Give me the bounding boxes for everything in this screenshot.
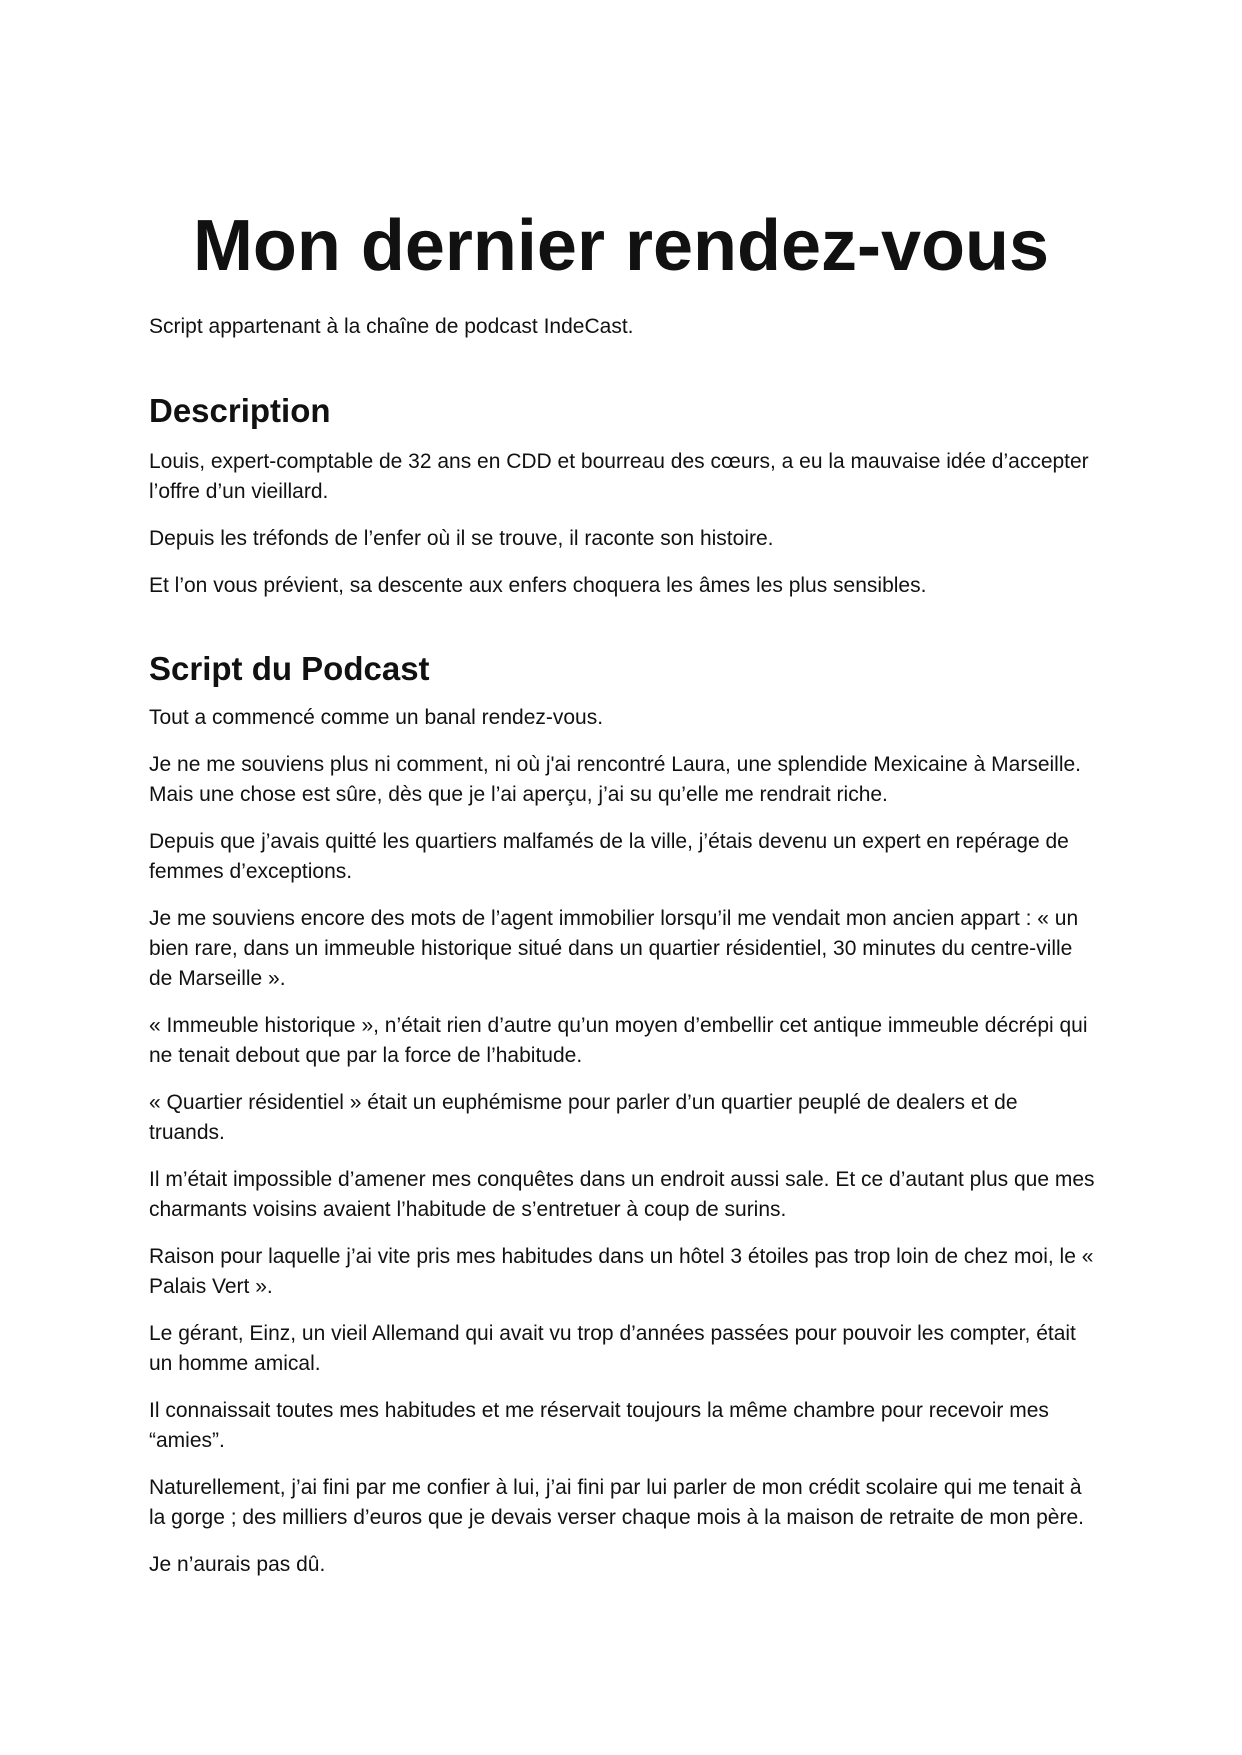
script-section <box>149 703 1099 1580</box>
script-paragraph: Naturellement, j’ai fini par me confier à lui, j’ai fini par lui parler de mon crédit scolaire qui me tenait à la gorge ; des milliers d’euros que je devais verser chaque mois à la maison de retraite de mon père. <box>149 1476 1084 1529</box>
description-section <box>149 447 1099 601</box>
document-body <box>149 312 1099 1597</box>
script-paragraph: Je ne me souviens plus ni comment, ni où j'ai rencontré Laura, une splendide Mexicaine à Marseille. Mais une chose est sûre, dès que je l’ai aperçu, j’ai su qu’elle me rendrait riche. <box>149 753 1082 806</box>
description-paragraph: Louis, expert-comptable de 32 ans en CDD et bourreau des cœurs, a eu la mauvaise idée d’accepter l’offre d’un vieillard. <box>149 450 1089 503</box>
subtitle: Script appartenant à la chaîne de podcast IndeCast. <box>149 315 634 338</box>
script-paragraph: Le gérant, Einz, un vieil Allemand qui avait vu trop d’années passées pour pouvoir les compter, était un homme amical. <box>149 1322 1076 1375</box>
script-paragraph: Il connaissait toutes mes habitudes et me réservait toujours la même chambre pour recevoir mes “amies”. <box>149 1399 1049 1452</box>
script-paragraph: Il m’était impossible d’amener mes conquêtes dans un endroit aussi sale. Et ce d’autant plus que mes charmants voisins avaient l’habitude de s’entretuer à coup de surins. <box>149 1168 1095 1221</box>
script-paragraph: « Immeuble historique », n’était rien d’autre qu’un moyen d’embellir cet antique immeuble décrépi qui ne tenait debout que par la force de l’habitude. <box>149 1014 1088 1067</box>
script-paragraph: « Quartier résidentiel » était un euphémisme pour parler d’un quartier peuplé de dealers et de truands. <box>149 1091 1018 1144</box>
document-title: Mon dernier rendez-vous <box>192 206 1050 286</box>
script-paragraph: Depuis que j’avais quitté les quartiers malfamés de la ville, j’étais devenu un expert en repérage de femmes d’exceptions. <box>149 830 1069 883</box>
script-paragraph: Je me souviens encore des mots de l’agent immobilier lorsqu’il me vendait mon ancien appart : « un bien rare, dans un immeuble historique situé dans un quartier résidentiel, 30 minutes du centre-ville de Marseille ». <box>149 907 1079 990</box>
description-heading: Description <box>149 392 331 429</box>
script-paragraph: Je n’aurais pas dû. <box>149 1553 326 1576</box>
script-paragraph: Tout a commencé comme un banal rendez-vous. <box>149 706 604 729</box>
script-paragraph: Raison pour laquelle j’ai vite pris mes habitudes dans un hôtel 3 étoiles pas trop loin de chez moi, le « Palais Vert ». <box>149 1245 1094 1298</box>
script-heading: Script du Podcast <box>149 650 430 687</box>
description-paragraph: Et l’on vous prévient, sa descente aux enfers choquera les âmes les plus sensibles. <box>149 574 927 597</box>
description-paragraph: Depuis les tréfonds de l’enfer où il se trouve, il raconte son histoire. <box>149 527 774 550</box>
